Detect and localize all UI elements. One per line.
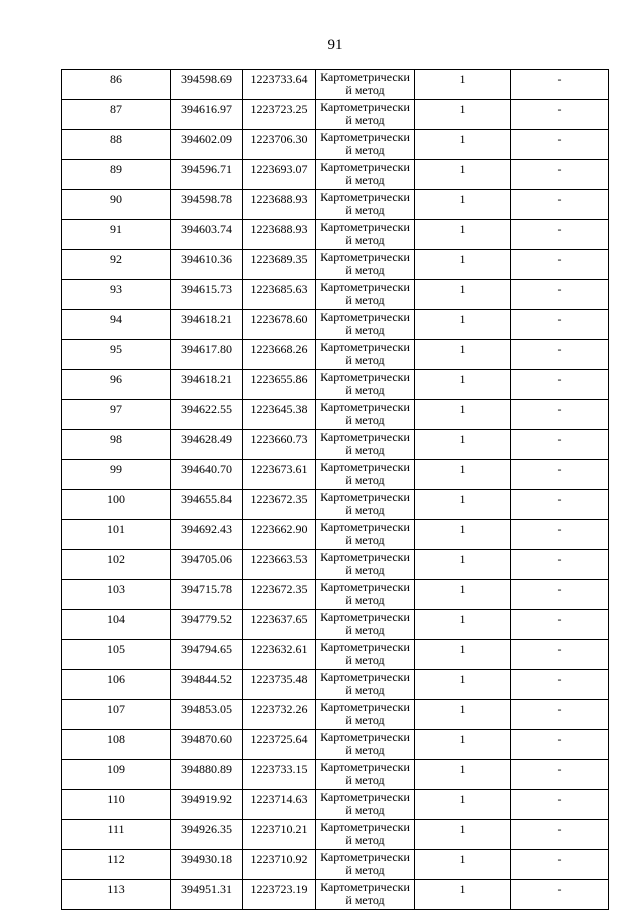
method-line: й метод xyxy=(345,263,385,277)
y-coordinate-cell: 1223662.90 xyxy=(243,520,316,550)
accuracy-cell: 1 xyxy=(415,430,511,460)
method-cell xyxy=(316,460,415,490)
note-cell: - xyxy=(511,670,609,700)
method-line: Картометрически xyxy=(320,370,410,384)
accuracy-cell: 1 xyxy=(415,190,511,220)
method-line: й метод xyxy=(345,473,385,487)
point-number-cell: 89 xyxy=(62,160,171,190)
method-line: Картометрически xyxy=(320,400,410,414)
accuracy-cell: 1 xyxy=(415,640,511,670)
x-coordinate-cell: 394705.06 xyxy=(171,550,243,580)
note-cell: - xyxy=(511,250,609,280)
method-cell xyxy=(316,310,415,340)
accuracy-cell: 1 xyxy=(415,520,511,550)
y-coordinate-cell: 1223733.64 xyxy=(243,70,316,100)
method-line: Картометрически xyxy=(320,880,410,894)
y-coordinate-cell: 1223689.35 xyxy=(243,250,316,280)
point-number-cell: 112 xyxy=(62,850,171,880)
table-row xyxy=(62,130,609,160)
method-line: Картометрически xyxy=(320,640,410,654)
y-coordinate-cell: 1223706.30 xyxy=(243,130,316,160)
y-coordinate-cell: 1223710.21 xyxy=(243,820,316,850)
method-line: Картометрически xyxy=(320,280,410,294)
method-line: Картометрически xyxy=(320,610,410,624)
method-line: й метод xyxy=(345,833,385,847)
method-cell xyxy=(316,850,415,880)
method-line: й метод xyxy=(345,593,385,607)
accuracy-cell: 1 xyxy=(415,850,511,880)
method-cell xyxy=(316,400,415,430)
method-cell xyxy=(316,640,415,670)
point-number-cell: 86 xyxy=(62,70,171,100)
point-number-cell: 90 xyxy=(62,190,171,220)
y-coordinate-cell: 1223672.35 xyxy=(243,490,316,520)
accuracy-cell: 1 xyxy=(415,820,511,850)
point-number-cell: 102 xyxy=(62,550,171,580)
point-number-cell: 98 xyxy=(62,430,171,460)
table-row xyxy=(62,490,609,520)
accuracy-cell: 1 xyxy=(415,340,511,370)
table-row xyxy=(62,340,609,370)
method-cell xyxy=(316,100,415,130)
x-coordinate-cell: 394926.35 xyxy=(171,820,243,850)
point-number-cell: 109 xyxy=(62,760,171,790)
note-cell: - xyxy=(511,430,609,460)
table-row xyxy=(62,700,609,730)
x-coordinate-cell: 394844.52 xyxy=(171,670,243,700)
y-coordinate-cell: 1223645.38 xyxy=(243,400,316,430)
method-line: Картометрически xyxy=(320,520,410,534)
table-row xyxy=(62,820,609,850)
y-coordinate-cell: 1223632.61 xyxy=(243,640,316,670)
y-coordinate-cell: 1223685.63 xyxy=(243,280,316,310)
x-coordinate-cell: 394610.36 xyxy=(171,250,243,280)
page-number: 91 xyxy=(327,37,343,53)
note-cell: - xyxy=(511,610,609,640)
method-line: й метод xyxy=(345,233,385,247)
x-coordinate-cell: 394715.78 xyxy=(171,580,243,610)
accuracy-cell: 1 xyxy=(415,160,511,190)
y-coordinate-cell: 1223673.61 xyxy=(243,460,316,490)
y-coordinate-cell: 1223663.53 xyxy=(243,550,316,580)
y-coordinate-cell: 1223723.25 xyxy=(243,100,316,130)
accuracy-cell: 1 xyxy=(415,610,511,640)
method-cell xyxy=(316,280,415,310)
note-cell: - xyxy=(511,130,609,160)
y-coordinate-cell: 1223668.26 xyxy=(243,340,316,370)
method-line: Картометрически xyxy=(320,730,410,744)
table-row xyxy=(62,730,609,760)
method-line: й метод xyxy=(345,143,385,157)
point-number-cell: 99 xyxy=(62,460,171,490)
accuracy-cell: 1 xyxy=(415,70,511,100)
table-row xyxy=(62,610,609,640)
method-line: Картометрически xyxy=(320,310,410,324)
table-row xyxy=(62,430,609,460)
point-number-cell: 97 xyxy=(62,400,171,430)
method-cell xyxy=(316,250,415,280)
method-line: й метод xyxy=(345,323,385,337)
x-coordinate-cell: 394618.21 xyxy=(171,310,243,340)
coordinates-table xyxy=(61,69,609,910)
method-line: й метод xyxy=(345,533,385,547)
x-coordinate-cell: 394598.78 xyxy=(171,190,243,220)
point-number-cell: 100 xyxy=(62,490,171,520)
method-cell xyxy=(316,520,415,550)
note-cell: - xyxy=(511,760,609,790)
method-cell xyxy=(316,550,415,580)
table-row xyxy=(62,460,609,490)
method-line: й метод xyxy=(345,443,385,457)
method-line: й метод xyxy=(345,83,385,97)
x-coordinate-cell: 394596.71 xyxy=(171,160,243,190)
method-line: й метод xyxy=(345,623,385,637)
accuracy-cell: 1 xyxy=(415,310,511,340)
note-cell: - xyxy=(511,820,609,850)
note-cell: - xyxy=(511,490,609,520)
x-coordinate-cell: 394602.09 xyxy=(171,130,243,160)
method-line: й метод xyxy=(345,113,385,127)
method-line: й метод xyxy=(345,563,385,577)
method-line: й метод xyxy=(345,503,385,517)
note-cell: - xyxy=(511,70,609,100)
x-coordinate-cell: 394640.70 xyxy=(171,460,243,490)
method-line: Картометрически xyxy=(320,100,410,114)
method-line: й метод xyxy=(345,413,385,427)
method-line: Картометрически xyxy=(320,460,410,474)
accuracy-cell: 1 xyxy=(415,130,511,160)
table-row xyxy=(62,190,609,220)
point-number-cell: 106 xyxy=(62,670,171,700)
point-number-cell: 94 xyxy=(62,310,171,340)
point-number-cell: 91 xyxy=(62,220,171,250)
accuracy-cell: 1 xyxy=(415,730,511,760)
accuracy-cell: 1 xyxy=(415,760,511,790)
x-coordinate-cell: 394598.69 xyxy=(171,70,243,100)
method-line: Картометрически xyxy=(320,790,410,804)
method-cell xyxy=(316,820,415,850)
note-cell: - xyxy=(511,340,609,370)
method-cell xyxy=(316,700,415,730)
note-cell: - xyxy=(511,700,609,730)
note-cell: - xyxy=(511,790,609,820)
note-cell: - xyxy=(511,850,609,880)
table-row xyxy=(62,100,609,130)
y-coordinate-cell: 1223672.35 xyxy=(243,580,316,610)
accuracy-cell: 1 xyxy=(415,250,511,280)
y-coordinate-cell: 1223723.19 xyxy=(243,880,316,910)
method-cell xyxy=(316,190,415,220)
note-cell: - xyxy=(511,190,609,220)
method-line: й метод xyxy=(345,203,385,217)
table-row xyxy=(62,370,609,400)
method-cell xyxy=(316,580,415,610)
x-coordinate-cell: 394870.60 xyxy=(171,730,243,760)
method-cell xyxy=(316,370,415,400)
table-row xyxy=(62,520,609,550)
method-line: Картометрически xyxy=(320,550,410,564)
method-line: й метод xyxy=(345,743,385,757)
x-coordinate-cell: 394617.80 xyxy=(171,340,243,370)
accuracy-cell: 1 xyxy=(415,100,511,130)
point-number-cell: 113 xyxy=(62,880,171,910)
method-cell xyxy=(316,610,415,640)
point-number-cell: 95 xyxy=(62,340,171,370)
note-cell: - xyxy=(511,100,609,130)
method-line: й метод xyxy=(345,713,385,727)
method-line: Картометрически xyxy=(320,220,410,234)
accuracy-cell: 1 xyxy=(415,700,511,730)
x-coordinate-cell: 394616.97 xyxy=(171,100,243,130)
method-cell xyxy=(316,160,415,190)
method-line: Картометрически xyxy=(320,850,410,864)
method-cell xyxy=(316,670,415,700)
table-row xyxy=(62,640,609,670)
point-number-cell: 104 xyxy=(62,610,171,640)
y-coordinate-cell: 1223688.93 xyxy=(243,190,316,220)
method-line: Картометрически xyxy=(320,340,410,354)
x-coordinate-cell: 394655.84 xyxy=(171,490,243,520)
table-row xyxy=(62,670,609,700)
table-row xyxy=(62,310,609,340)
y-coordinate-cell: 1223688.93 xyxy=(243,220,316,250)
table-row xyxy=(62,550,609,580)
method-line: й метод xyxy=(345,293,385,307)
method-cell xyxy=(316,790,415,820)
method-cell xyxy=(316,430,415,460)
note-cell: - xyxy=(511,580,609,610)
method-line: Картометрически xyxy=(320,250,410,264)
y-coordinate-cell: 1223655.86 xyxy=(243,370,316,400)
accuracy-cell: 1 xyxy=(415,490,511,520)
table-row xyxy=(62,850,609,880)
table-row xyxy=(62,70,609,100)
x-coordinate-cell: 394618.21 xyxy=(171,370,243,400)
accuracy-cell: 1 xyxy=(415,790,511,820)
x-coordinate-cell: 394779.52 xyxy=(171,610,243,640)
x-coordinate-cell: 394853.05 xyxy=(171,700,243,730)
x-coordinate-cell: 394615.73 xyxy=(171,280,243,310)
x-coordinate-cell: 394794.65 xyxy=(171,640,243,670)
coordinates-table-body xyxy=(62,70,609,910)
accuracy-cell: 1 xyxy=(415,670,511,700)
x-coordinate-cell: 394622.55 xyxy=(171,400,243,430)
table-row xyxy=(62,220,609,250)
table-row xyxy=(62,250,609,280)
method-line: Картометрически xyxy=(320,820,410,834)
method-cell xyxy=(316,130,415,160)
accuracy-cell: 1 xyxy=(415,550,511,580)
method-line: Картометрически xyxy=(320,700,410,714)
method-line: й метод xyxy=(345,653,385,667)
method-line: Картометрически xyxy=(320,190,410,204)
note-cell: - xyxy=(511,520,609,550)
method-line: Картометрически xyxy=(320,70,410,84)
accuracy-cell: 1 xyxy=(415,460,511,490)
note-cell: - xyxy=(511,730,609,760)
point-number-cell: 96 xyxy=(62,370,171,400)
x-coordinate-cell: 394930.18 xyxy=(171,850,243,880)
table-row xyxy=(62,790,609,820)
table-row xyxy=(62,580,609,610)
x-coordinate-cell: 394628.49 xyxy=(171,430,243,460)
y-coordinate-cell: 1223735.48 xyxy=(243,670,316,700)
y-coordinate-cell: 1223660.73 xyxy=(243,430,316,460)
method-cell xyxy=(316,220,415,250)
note-cell: - xyxy=(511,370,609,400)
y-coordinate-cell: 1223678.60 xyxy=(243,310,316,340)
method-line: Картометрически xyxy=(320,760,410,774)
note-cell: - xyxy=(511,460,609,490)
method-line: й метод xyxy=(345,353,385,367)
point-number-cell: 88 xyxy=(62,130,171,160)
point-number-cell: 110 xyxy=(62,790,171,820)
method-line: й метод xyxy=(345,893,385,907)
y-coordinate-cell: 1223733.15 xyxy=(243,760,316,790)
note-cell: - xyxy=(511,640,609,670)
method-line: Картометрически xyxy=(320,430,410,444)
note-cell: - xyxy=(511,280,609,310)
y-coordinate-cell: 1223732.26 xyxy=(243,700,316,730)
method-line: й метод xyxy=(345,863,385,877)
method-line: Картометрически xyxy=(320,130,410,144)
method-line: Картометрически xyxy=(320,670,410,684)
x-coordinate-cell: 394919.92 xyxy=(171,790,243,820)
accuracy-cell: 1 xyxy=(415,580,511,610)
point-number-cell: 111 xyxy=(62,820,171,850)
note-cell: - xyxy=(511,550,609,580)
method-line: й метод xyxy=(345,383,385,397)
table-row xyxy=(62,880,609,910)
method-cell xyxy=(316,490,415,520)
accuracy-cell: 1 xyxy=(415,280,511,310)
point-number-cell: 105 xyxy=(62,640,171,670)
method-line: й метод xyxy=(345,683,385,697)
note-cell: - xyxy=(511,310,609,340)
method-line: й метод xyxy=(345,773,385,787)
method-line: й метод xyxy=(345,173,385,187)
y-coordinate-cell: 1223637.65 xyxy=(243,610,316,640)
accuracy-cell: 1 xyxy=(415,400,511,430)
y-coordinate-cell: 1223693.07 xyxy=(243,160,316,190)
point-number-cell: 93 xyxy=(62,280,171,310)
point-number-cell: 92 xyxy=(62,250,171,280)
method-cell xyxy=(316,730,415,760)
note-cell: - xyxy=(511,220,609,250)
point-number-cell: 108 xyxy=(62,730,171,760)
x-coordinate-cell: 394880.89 xyxy=(171,760,243,790)
table-row xyxy=(62,400,609,430)
note-cell: - xyxy=(511,160,609,190)
method-cell xyxy=(316,70,415,100)
method-cell xyxy=(316,880,415,910)
x-coordinate-cell: 394603.74 xyxy=(171,220,243,250)
table-row xyxy=(62,280,609,310)
point-number-cell: 87 xyxy=(62,100,171,130)
note-cell: - xyxy=(511,400,609,430)
accuracy-cell: 1 xyxy=(415,220,511,250)
point-number-cell: 107 xyxy=(62,700,171,730)
method-line: Картометрически xyxy=(320,580,410,594)
y-coordinate-cell: 1223725.64 xyxy=(243,730,316,760)
accuracy-cell: 1 xyxy=(415,880,511,910)
method-line: Картометрически xyxy=(320,160,410,174)
table-row xyxy=(62,760,609,790)
method-line: й метод xyxy=(345,803,385,817)
point-number-cell: 101 xyxy=(62,520,171,550)
accuracy-cell: 1 xyxy=(415,370,511,400)
point-number-cell: 103 xyxy=(62,580,171,610)
method-line: Картометрически xyxy=(320,490,410,504)
table-row xyxy=(62,160,609,190)
y-coordinate-cell: 1223714.63 xyxy=(243,790,316,820)
x-coordinate-cell: 394692.43 xyxy=(171,520,243,550)
x-coordinate-cell: 394951.31 xyxy=(171,880,243,910)
method-cell xyxy=(316,340,415,370)
note-cell: - xyxy=(511,880,609,910)
y-coordinate-cell: 1223710.92 xyxy=(243,850,316,880)
method-cell xyxy=(316,760,415,790)
